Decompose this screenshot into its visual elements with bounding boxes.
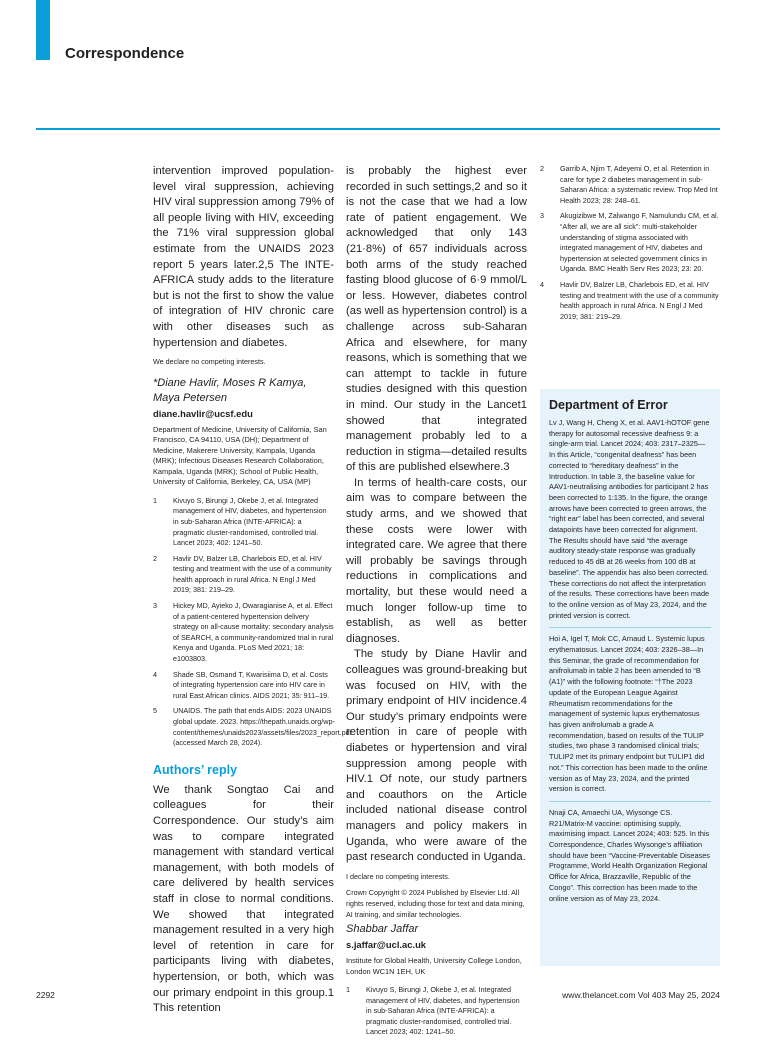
reference-item: 2 Havlir DV, Balzer LB, Charlebois ED, et al. HIV testing and treatment with the use of a community health approach in rural Africa. N Engl J Med 2019; 381: 219–29. — [153, 553, 332, 595]
erratum-entry: Nnaji CA, Amaechi UA, Wiysonge CS. R21/Matrix-M vaccine: optimising supply, maximising impact. Lancet 2024; 403: 525. In this Correspondence, Charles Wiysonge’s affiliation should have been “Vaccine-Preventable Diseases Programme, World Health Organization Regional Office for Africa, Brazzaville, Republic of the Congo”. This correction has been made to the online version as of May 23, 2024. — [549, 807, 710, 903]
reference-item: 4 Havlir DV, Balzer LB, Charlebois ED, et al. HIV testing and treatment with the use of a community health approach in rural Africa. N Engl J Med 2019; 381: 219–29. — [540, 279, 719, 321]
reference-item: 3 Hickey MD, Ayieko J, Owaragianise A, et al. Effect of a patient-centered hypertension delivery strategy on all-cause mortality: secondary analysis of SEARCH, a community-randomized trial in rural Kenya and Uganda. PLoS Med 2021; 18: e1003803. — [153, 601, 334, 664]
reference-item: 4 Shade SB, Osmand T, Kwarisiima D, et al. Costs of integrating hypertension care into HIV care in rural East African clinics. AIDS 2021; 35: 911–19. — [153, 669, 330, 700]
section-title: Correspondence — [65, 45, 185, 62]
letter-paragraph: intervention improved population-level viral suppression, achieving HIV viral suppression among 79% of all people living with HIV, exceeding the 71% viral suppression global estimate from the UNAIDS 2023 report 5 years later.2,5 The INTE-AFRICA study adds to the literature but is not the first to show the value of integration of HIV chronic care with other diseases such as hypertension and diabetes. — [153, 165, 334, 349]
reference-item: 1 Kivuyo S, Birungi J, Okebe J, et al. Integrated management of HIV, diabetes, and hypertension in sub-Saharan Africa (INTE-AFRICA): a pragmatic cluster-randomised, controlled trial. Lancet 2023; 402: 1241–50. — [346, 985, 520, 1037]
journal-footer: www.thelancet.com Vol 403 May 25, 2024 — [562, 990, 720, 1000]
reference-list — [153, 495, 352, 749]
reply-heading: Authors’ reply — [153, 762, 238, 777]
reference-list — [540, 164, 720, 322]
reference-item: 3 Akugizibwe M, Zalwango F, Namulundu CM, et al. “After all, we are all sick”: multi-stakeholder understanding of stigma associated with integrated management of HIV, diabetes and hypertension at selected government clinics in Uganda. BMC Health Serv Res 2023; 23: 20. — [540, 211, 719, 274]
error-heading: Department of Error — [549, 398, 668, 412]
erratum-divider — [549, 627, 711, 628]
reply-author: Shabbar Jaffar — [346, 923, 419, 936]
reference-item: 5 UNAIDS. The path that ends AIDS: 2023 UNAIDS global update. 2023. https://thepath.unaids.org/wp-content/themes/unaids2023/assets/files/2023_report.pdf (accessed March 28, 2024). — [153, 706, 352, 748]
corresponding-email[interactable]: diane.havlir@ucsf.edu — [153, 407, 253, 419]
column-middle — [346, 164, 527, 1043]
erratum-divider — [549, 801, 711, 802]
erratum-entry: Lv J, Wang H, Cheng X, et al. AAV1-hOTOF gene therapy for autosomal recessive deafness 9: a single-arm trial. Lancet 2024; 403: 2317–2325—In this Article, “congenital deafness” has been corrected to “hereditary deafness” in the Introduction. In table 3, the baseline value for AAV1-neutralising antibodies for participant 2 has been corrected to 1:135. In the figure, the orange arrows have been corrected to green arrows, the “right ear” label has been corrected, and several datapoints have been corrected for alignment. The Results should have said “the average auditory steady-state response was gradually reduced to 45 dB at 26 weeks from 100 dB at baseline”. The appendix has also been corrected. These corrections do not affect the interpretation of the results. These corrections have been made to the online version as of May 23, 2024, and the printed version is correct. — [549, 418, 710, 620]
header-rule — [36, 128, 720, 130]
reply-paragraph: The study by Diane Havlir and colleagues was ground-breaking but was focused on HIV, with the primary endpoint of HIV incidence.4 Our study’s primary endpoints were retention in care of people with diabetes or hypertension and viral suppression among people with HIV.1 Of note, our study partners and coauthors on the Article included national disease control managers and policy makers in Uganda, who were aware of the past research conducted in Uganda. — [346, 648, 527, 864]
competing-interests: I declare no competing interests. — [346, 871, 450, 881]
reply-paragraph: We thank Songtao Cai and colleagues for their Correspondence. Our study’s aim was to compare integrated management with standard vertical management, with both models of care delivered by health services staff in close to normal conditions. We showed that integrated management resulted in a very high level of retention in care for participants living with diabetes, hypertension, or both, which was our primary endpoint in this group.1 This retention — [153, 783, 334, 1015]
competing-interests: We declare no competing interests. — [153, 357, 266, 367]
author-affiliation: Department of Medicine, University of California, San Francisco, CA 94110, USA (DH); Department of Medicine, Makerere University, Kampala, Uganda (MRK); Infectious Diseases Research Collaboration, Kampala, Uganda (MRK); School of Public Health, University of California, Berkeley, CA, USA (MP) — [153, 424, 327, 487]
erratum-entry: Hoi A, Igel T, Mok CC, Arnaud L. Systemic lupus erythematosus. Lancet 2024; 403: 2326–38—In this Seminar, the grade of recommendation for anifrolumab in table 2 has been amended to “B (A1)” with the following footnote: “†The 2023 update of the European League Against Rheumatism recommendations for the management of systemic lupus erythematosus has given anifrolumab a grade A recommendation, based on results of the TULIP studies, two phase 3 randomised clinical trials; TULIP2 met its primary endpoint but TULIP1 did not.” This correction has been made to the online version as of May 23, 2024, and the printed version is correct. — [549, 634, 708, 794]
reply-paragraph: In terms of health-care costs, our aim was to compare between the study arms, and we showed that these costs were lower with integrated care. We agree that there will probably be savings through reductions in complications and mortality, but these would need a much longer follow-up time to establish, as well as better diagnoses. — [346, 476, 527, 645]
column-left — [153, 164, 352, 1017]
copyright-notice: Crown Copyright © 2024 Published by Elsevier Ltd. All rights reserved, including those for text and data mining, AI training, and similar technologies. — [346, 888, 525, 919]
reply-author-affiliation: Institute for Global Health, University College London, London WC1N 1EH, UK — [346, 956, 522, 976]
reply-paragraph: is probably the highest ever recorded in such settings,2 and so it is not the case that we had a low rate of patient engagement. We acknowledged that only 143 (21·8%) of 657 individuals across both arms of the study reached fasting blood glucose of 6·9 mmol/L or less. However, diabetes control (as well as hypertension control) is a challenge across sub-Saharan Africa and elsewhere, for many reasons, which is something that we can attempt to tackle in future studies designed with this question in mind. Our study in the Lancet1 showed that integrated management probably led to a reduction in stigma—detailed results of this are published elsewhere.3 — [346, 165, 527, 474]
accent-bar — [36, 0, 50, 60]
reference-item: 2 Garrib A, Njim T, Adeyemi O, et al. Retention in care for type 2 diabetes management in sub-Saharan Africa: a systematic review. Trop Med Int Health 2023; 28: 248–61. — [540, 164, 718, 205]
reference-list — [346, 985, 527, 1038]
reply-author-email[interactable]: s.jaffar@ucl.ac.uk — [346, 939, 427, 951]
letter-authors: *Diane Havlir, Moses R Kamya, Maya Petersen — [153, 376, 307, 404]
column-right-references — [540, 164, 720, 327]
reference-item: 1 Kivuyo S, Birungi J, Okebe J, et al. Integrated management of HIV, diabetes, and hypertension in sub-Saharan Africa (INTE-AFRICA): a pragmatic cluster-randomised, controlled trial. Lancet 2023; 402: 1241–50. — [153, 495, 327, 548]
page-number: 2292 — [36, 990, 55, 1000]
department-of-error-box — [540, 389, 720, 966]
